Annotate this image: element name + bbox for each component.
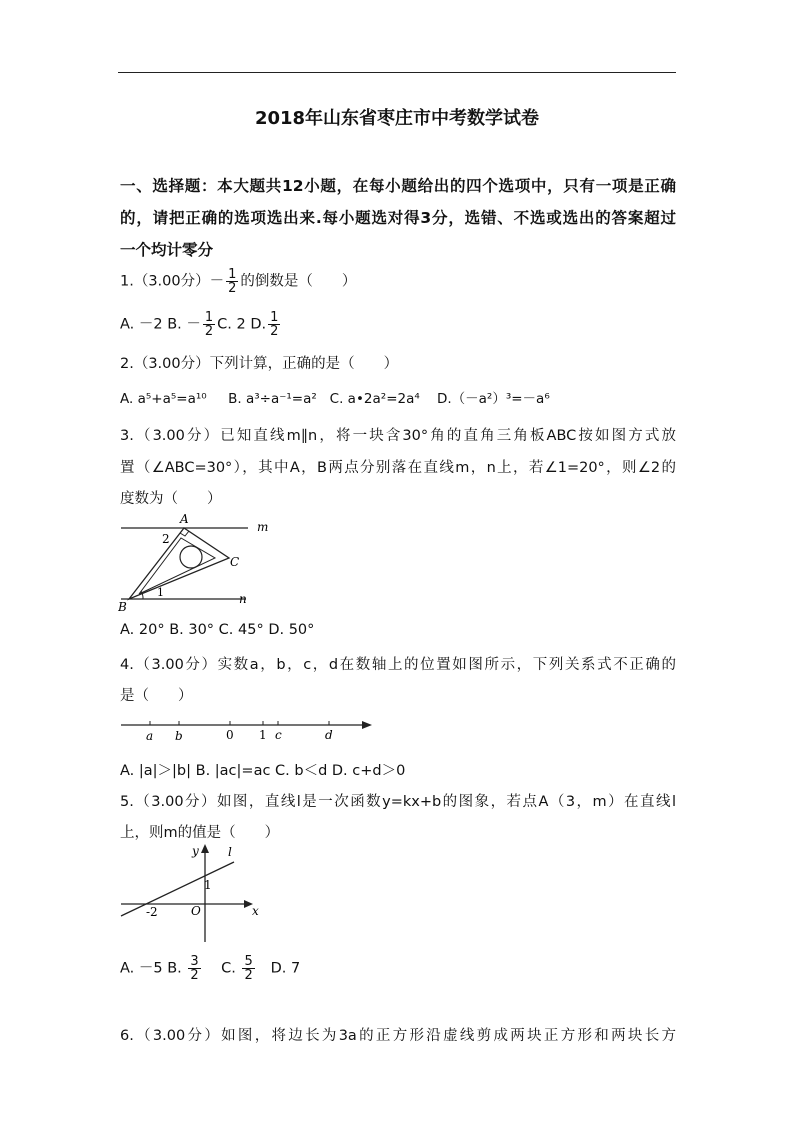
q5-opt-b-num: 3	[190, 954, 199, 969]
question-3-options: A. 20° B. 30° C. 45° D. 50°	[120, 622, 315, 638]
q1-opt-c: C. 2 D.	[217, 316, 267, 333]
question-3-line1: 3.（3.00分）已知直线m∥n，将一块含30°角的直角三角板ABC按如图方式放	[120, 428, 676, 444]
label-1: 1	[259, 728, 267, 742]
triangle-hole	[180, 546, 202, 568]
question-4-options: A. |a|＞|b| B. |ac|=ac C. b＜d D. c+d＞0	[120, 763, 406, 779]
label-d: d	[325, 728, 333, 742]
q1-opt-d-num: 1	[270, 310, 279, 325]
question-4-line2: 是（ ）	[120, 688, 193, 704]
q1-prefix: 1.（3.00分）	[120, 273, 210, 290]
question-3-line3: 度数为（ ）	[120, 491, 222, 507]
label-angle-1: 1	[157, 586, 164, 599]
section-heading-line2: 的，请把正确的选项选出来.每小题选对得3分，选错、不选或选出的答案超过	[120, 209, 676, 227]
q3-figure	[118, 510, 278, 614]
q1-frac-den: 2	[228, 281, 237, 296]
q5-opt-c-den: 2	[244, 968, 253, 983]
header-rule	[118, 72, 676, 73]
y-axis-arrow	[201, 844, 209, 853]
label-angle-2: 2	[162, 532, 170, 546]
section-heading-line1: 一、选择题：本大题共12小题，在每小题给出的四个选项中，只有一项是正确	[120, 177, 676, 195]
label-1: 1	[204, 878, 212, 892]
label-m: m	[257, 520, 269, 534]
q5-opt-d: D. 7	[270, 960, 301, 977]
q2-opt-c: C. a•2a²=2a⁴	[329, 391, 420, 407]
question-5-options	[120, 955, 300, 982]
q2-opt-a: A. a⁵+a⁵=a¹⁰	[120, 391, 207, 407]
label-neg2: -2	[146, 905, 158, 919]
label-b: B	[118, 600, 127, 614]
q1-opt-b-num: 1	[204, 310, 214, 325]
label-c: C	[230, 555, 240, 569]
triangle-abc	[129, 528, 229, 599]
label-a: A	[180, 512, 189, 526]
label-n: n	[239, 592, 247, 606]
q2-opt-d: D.（－a²）³=－a⁶	[436, 391, 550, 407]
axis-arrow	[362, 721, 372, 729]
q5-opt-b-den: 2	[190, 968, 199, 983]
section-heading-line3: 一个均计零分	[120, 241, 214, 259]
label-x: x	[252, 904, 259, 918]
label-origin: O	[191, 904, 201, 918]
q1-opt-b-fraction	[203, 311, 215, 338]
q5-figure	[118, 842, 268, 946]
q4-number-line	[118, 714, 376, 744]
page-title: 2018年山东省枣庄市中考数学试卷	[254, 108, 540, 129]
question-5-line2: 上，则m的值是（ ）	[120, 825, 280, 841]
question-1-options	[120, 311, 282, 338]
q1-suffix: 的倒数是（ ）	[240, 273, 357, 290]
q1-neg: －	[209, 273, 225, 290]
question-2-stem: 2.（3.00分）下列计算，正确的是（ ）	[120, 356, 399, 372]
triangle-inner	[139, 538, 215, 594]
q1-fraction	[226, 268, 238, 295]
q1-opt-d-den: 2	[270, 324, 279, 339]
q2-opt-b: B. a³÷a⁻¹=a²	[228, 391, 317, 407]
question-6-line1: 6.（3.00分）如图，将边长为3a的正方形沿虚线剪成两块正方形和两块长方	[120, 1028, 676, 1044]
label-b: b	[175, 729, 183, 743]
q5-opt-b-fraction	[188, 955, 200, 982]
q1-opt-a: A. －2 B. －	[120, 316, 201, 333]
question-2-options	[120, 387, 550, 407]
q1-frac-num: 1	[228, 267, 237, 282]
q5-opt-c-fraction	[242, 955, 254, 982]
question-5-line1: 5.（3.00分）如图，直线l是一次函数y=kx+b的图象，若点A（3，m）在直线l	[120, 794, 676, 810]
question-3-line2: 置（∠ABC=30°），其中A，B两点分别落在直线m，n上，若∠1=20°，则∠2的	[120, 460, 676, 476]
label-y: y	[192, 844, 199, 858]
line-l	[121, 862, 234, 916]
q5-opt-c-num: 5	[244, 954, 253, 969]
label-c: c	[275, 728, 282, 742]
q1-opt-b-den: 2	[204, 324, 214, 339]
label-0: 0	[226, 728, 234, 742]
label-a: a	[146, 729, 154, 743]
q1-opt-d-fraction	[268, 311, 280, 338]
question-4-line1: 4.（3.00分）实数a，b，c，d在数轴上的位置如图所示，下列关系式不正确的	[120, 657, 676, 673]
q5-opt-a: A. －5 B.	[120, 960, 182, 977]
label-l: l	[228, 845, 232, 859]
question-1-stem	[120, 268, 356, 295]
q5-opt-c: C.	[221, 960, 236, 977]
